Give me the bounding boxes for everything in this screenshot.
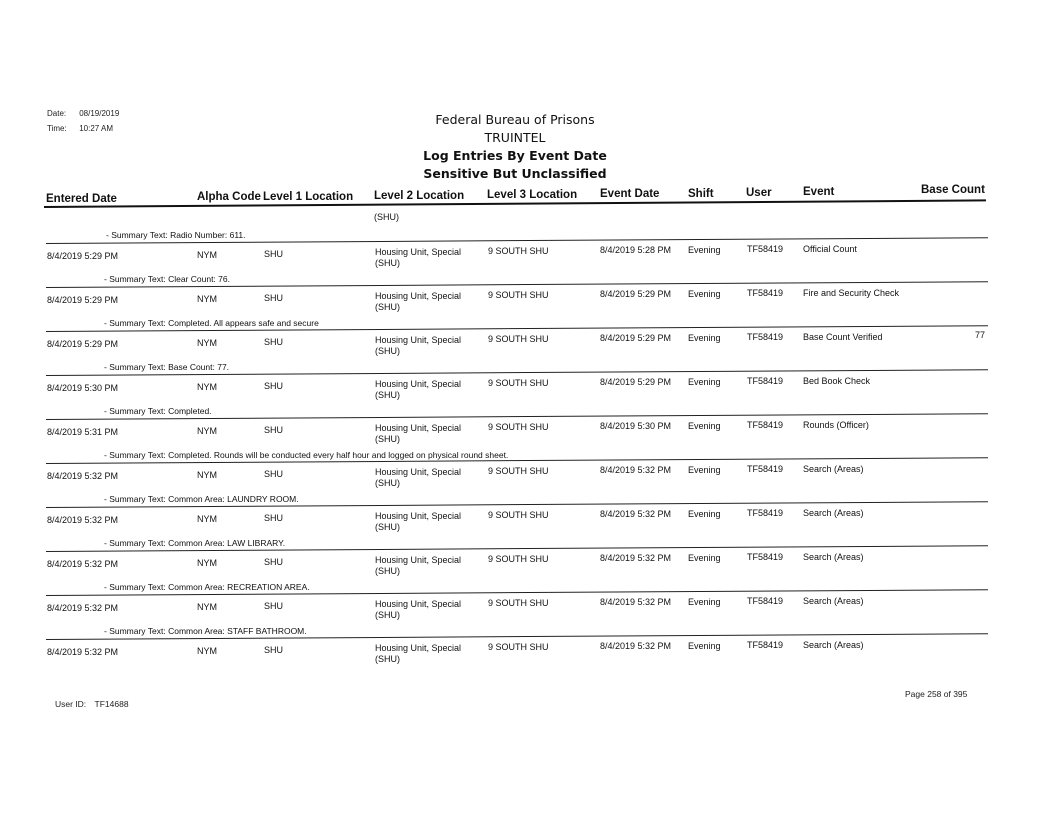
- cell-level3: 9 SOUTH SHU: [488, 554, 549, 564]
- cell-alpha-code: NYM: [197, 470, 217, 480]
- cell-level2: Housing Unit, Special (SHU): [375, 335, 462, 356]
- cell-event-date: 8/4/2019 5:29 PM: [600, 377, 672, 387]
- cell-event: Search (Areas): [803, 640, 864, 650]
- cell-event: Bed Book Check: [803, 376, 871, 386]
- report-title: [400, 111, 630, 183]
- cell-user: TF58419: [747, 244, 784, 254]
- cell-entered-date: 8/4/2019 5:29 PM: [47, 295, 119, 305]
- cell-level3: 9 SOUTH SHU: [488, 246, 549, 256]
- title-agency: Federal Bureau of Prisons: [435, 112, 595, 127]
- cell-base-count: 77: [975, 330, 986, 340]
- cell-shift: Evening: [688, 641, 721, 651]
- row-summary: - Summary Text: Completed. Rounds will be conducted every half hour and logged on physical round sheet.: [104, 450, 509, 460]
- cell-user: TF58419: [747, 420, 784, 430]
- cell-entered-date: 8/4/2019 5:29 PM: [47, 251, 119, 261]
- cell-event-date: 8/4/2019 5:29 PM: [600, 333, 672, 343]
- cell-level1: SHU: [264, 293, 284, 303]
- cell-event: Search (Areas): [803, 508, 864, 518]
- cell-shift: Evening: [688, 289, 721, 299]
- cell-alpha-code: NYM: [197, 602, 217, 612]
- cell-level2: Housing Unit, Special (SHU): [375, 247, 462, 268]
- row-summary: - Summary Text: Common Area: RECREATION AREA.: [104, 582, 310, 592]
- cell-level1: SHU: [264, 513, 284, 523]
- cell-user: TF58419: [747, 464, 784, 474]
- row-summary: - Summary Text: Completed. All appears safe and secure: [104, 318, 319, 328]
- date-label: Date:: [47, 109, 67, 118]
- table-row: [0, 640, 1056, 687]
- date-value: 08/19/2019: [79, 109, 120, 118]
- cell-entered-date: 8/4/2019 5:32 PM: [47, 471, 119, 481]
- cell-level1: SHU: [264, 249, 284, 259]
- col-header-shift: Shift: [688, 188, 714, 200]
- cell-shift: Evening: [688, 509, 721, 519]
- cell-event: Fire and Security Check: [803, 288, 900, 298]
- cell-event-date: 8/4/2019 5:32 PM: [600, 597, 672, 607]
- row-summary: - Summary Text: Completed.: [104, 406, 212, 416]
- cell-alpha-code: NYM: [197, 294, 217, 304]
- footer-user-id: [55, 699, 129, 709]
- row-summary: - Summary Text: Common Area: LAUNDRY ROOM.: [104, 494, 299, 504]
- cell-entered-date: 8/4/2019 5:32 PM: [47, 647, 119, 657]
- title-report-name: Log Entries By Event Date: [423, 148, 607, 163]
- cell-event-date: 8/4/2019 5:28 PM: [600, 245, 672, 255]
- cell-user: TF58419: [747, 288, 784, 298]
- page-number: Page 258 of 395: [905, 689, 968, 699]
- row-summary: - Summary Text: Common Area: LAW LIBRARY.: [104, 538, 286, 548]
- cell-event: Search (Areas): [803, 596, 864, 606]
- cell-entered-date: 8/4/2019 5:32 PM: [47, 559, 119, 569]
- user-id-value: TF14688: [94, 699, 129, 709]
- cell-shift: Evening: [688, 333, 721, 343]
- cell-level1: SHU: [264, 425, 284, 435]
- cell-entered-date: 8/4/2019 5:32 PM: [47, 515, 119, 525]
- cell-entered-date: 8/4/2019 5:32 PM: [47, 603, 119, 613]
- cell-level3: 9 SOUTH SHU: [488, 290, 549, 300]
- cell-shift: Evening: [688, 245, 721, 255]
- cell-user: TF58419: [747, 332, 784, 342]
- col-header-base-count: Base Count: [921, 184, 985, 196]
- cell-user: TF58419: [747, 640, 784, 650]
- cell-level3: 9 SOUTH SHU: [488, 466, 549, 476]
- cell-event-date: 8/4/2019 5:32 PM: [600, 641, 672, 651]
- cell-level1: SHU: [264, 557, 284, 567]
- col-header-user: User: [746, 187, 772, 199]
- cell-level3: 9 SOUTH SHU: [488, 422, 549, 432]
- col-header-level1: Level 1 Location: [263, 191, 354, 203]
- carryover-level2: (SHU): [374, 212, 399, 222]
- col-header-event: Event: [803, 186, 835, 198]
- col-header-event-date: Event Date: [600, 188, 660, 200]
- col-header-alpha-code: Alpha Code: [197, 191, 261, 203]
- row-summary: - Summary Text: Base Count: 77.: [104, 362, 230, 372]
- cell-user: TF58419: [747, 596, 784, 606]
- cell-shift: Evening: [688, 465, 721, 475]
- cell-level2: Housing Unit, Special (SHU): [375, 511, 462, 532]
- cell-shift: Evening: [688, 377, 721, 387]
- cell-entered-date: 8/4/2019 5:31 PM: [47, 427, 119, 437]
- cell-level2: Housing Unit, Special (SHU): [375, 599, 462, 620]
- date-line: [47, 109, 119, 118]
- cell-level1: SHU: [264, 601, 284, 611]
- cell-user: TF58419: [747, 376, 784, 386]
- col-header-entered-date: Entered Date: [46, 193, 117, 205]
- cell-alpha-code: NYM: [197, 646, 217, 656]
- cell-alpha-code: NYM: [197, 514, 217, 524]
- cell-level2: Housing Unit, Special (SHU): [375, 555, 462, 576]
- time-line: [47, 124, 113, 133]
- cell-level1: SHU: [264, 337, 284, 347]
- cell-event: Rounds (Officer): [803, 420, 869, 430]
- cell-alpha-code: NYM: [197, 250, 217, 260]
- cell-level1: SHU: [264, 469, 284, 479]
- cell-event-date: 8/4/2019 5:32 PM: [600, 553, 672, 563]
- cell-event: Base Count Verified: [803, 332, 883, 342]
- cell-level1: SHU: [264, 645, 284, 655]
- time-value: 10:27 AM: [79, 124, 114, 133]
- cell-event: Search (Areas): [803, 552, 864, 562]
- cell-level3: 9 SOUTH SHU: [488, 334, 549, 344]
- user-id-label: User ID:: [55, 699, 87, 709]
- cell-event-date: 8/4/2019 5:32 PM: [600, 465, 672, 475]
- cell-entered-date: 8/4/2019 5:30 PM: [47, 383, 119, 393]
- cell-level2: Housing Unit, Special (SHU): [375, 643, 462, 664]
- time-label: Time:: [47, 124, 67, 133]
- col-header-level2: Level 2 Location: [374, 190, 465, 202]
- cell-user: TF58419: [747, 508, 784, 518]
- carryover-summary: - Summary Text: Radio Number: 611.: [106, 230, 246, 240]
- title-classification: Sensitive But Unclassified: [423, 166, 607, 181]
- cell-level2: Housing Unit, Special (SHU): [375, 291, 462, 312]
- cell-event-date: 8/4/2019 5:30 PM: [600, 421, 672, 431]
- row-summary: - Summary Text: Common Area: STAFF BATHROOM.: [104, 626, 307, 636]
- cell-event: Search (Areas): [803, 464, 864, 474]
- row-summary: - Summary Text: Clear Count: 76.: [104, 274, 230, 284]
- cell-entered-date: 8/4/2019 5:29 PM: [47, 339, 119, 349]
- cell-level3: 9 SOUTH SHU: [488, 510, 549, 520]
- cell-level2: Housing Unit, Special (SHU): [375, 467, 462, 488]
- cell-alpha-code: NYM: [197, 426, 217, 436]
- cell-level1: SHU: [264, 381, 284, 391]
- cell-level3: 9 SOUTH SHU: [488, 378, 549, 388]
- cell-event: Official Count: [803, 244, 857, 254]
- cell-user: TF58419: [747, 552, 784, 562]
- cell-event-date: 8/4/2019 5:29 PM: [600, 289, 672, 299]
- cell-level2: Housing Unit, Special (SHU): [375, 379, 462, 400]
- cell-level2: Housing Unit, Special (SHU): [375, 423, 462, 444]
- cell-shift: Evening: [688, 421, 721, 431]
- cell-level3: 9 SOUTH SHU: [488, 642, 549, 652]
- title-system: TRUINTEL: [484, 130, 546, 145]
- cell-shift: Evening: [688, 553, 721, 563]
- cell-event-date: 8/4/2019 5:32 PM: [600, 509, 672, 519]
- cell-level3: 9 SOUTH SHU: [488, 598, 549, 608]
- cell-alpha-code: NYM: [197, 338, 217, 348]
- cell-alpha-code: NYM: [197, 558, 217, 568]
- cell-shift: Evening: [688, 597, 721, 607]
- col-header-level3: Level 3 Location: [487, 189, 578, 201]
- cell-alpha-code: NYM: [197, 382, 217, 392]
